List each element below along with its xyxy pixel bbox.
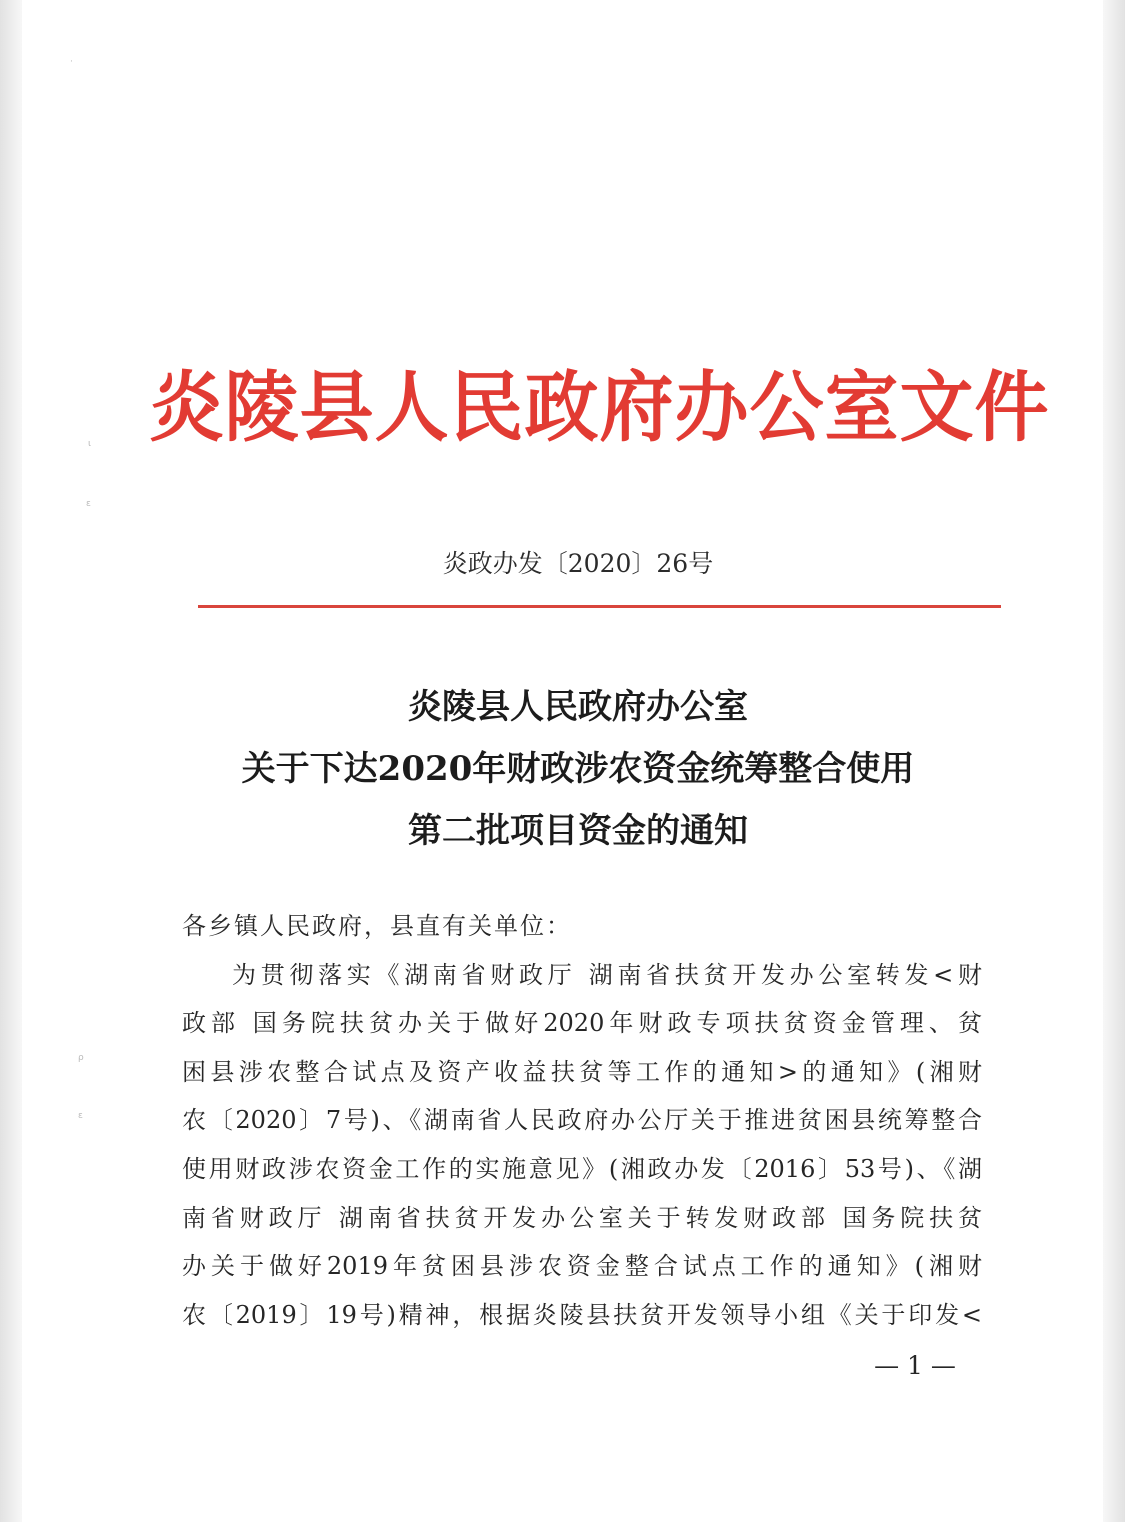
body-line: 为贯彻落实《湖南省财政厅 湖南省扶贫开发办公室转发<财 (232, 960, 982, 989)
issuer-header: 炎陵县人民政府办公室文件 (149, 363, 1050, 453)
red-separator-line (198, 605, 1001, 608)
document-body (182, 902, 982, 1339)
document-title (22, 676, 1125, 862)
document-page (22, 0, 1103, 1522)
salutation: 各乡镇人民政府，县直有关单位： (182, 912, 572, 940)
title-line: 第二批项目资金的通知 (408, 811, 748, 851)
scan-speck: · (70, 57, 73, 67)
body-line: 政部 国务院扶贫办关于做好2020年财政专项扶贫资金管理、贫 (182, 1009, 982, 1038)
body-line: 农〔2019〕19号)精神，根据炎陵县扶贫开发领导小组《关于印发< (182, 1300, 982, 1329)
scan-speck: ι (88, 439, 92, 449)
body-line: 办关于做好2019年贫困县涉农资金整合试点工作的通知》(湘财 (182, 1252, 982, 1281)
scan-speck: ε (78, 1111, 83, 1121)
body-line: 南省财政厅 湖南省扶贫开发办公室关于转发财政部 国务院扶贫 (182, 1203, 982, 1232)
body-line: 困县涉农整合试点及资产收益扶贫等工作的通知>的通知》(湘财 (182, 1057, 982, 1086)
title-line: 关于下达2020年财政涉农资金统筹整合使用 (241, 749, 915, 789)
body-line: 农〔2020〕7号)、《湖南省人民政府办公厅关于推进贫困县统筹整合 (182, 1106, 982, 1135)
document-number: 炎政办发〔2020〕26号 (442, 549, 714, 578)
title-line: 炎陵县人民政府办公室 (408, 687, 748, 727)
page-number: — 1 — (874, 1351, 956, 1380)
scan-speck: ρ (78, 1053, 84, 1063)
scan-speck: ε (86, 499, 91, 509)
body-line: 使用财政涉农资金工作的实施意见》(湘政办发〔2016〕53号)、《湖 (182, 1154, 982, 1183)
